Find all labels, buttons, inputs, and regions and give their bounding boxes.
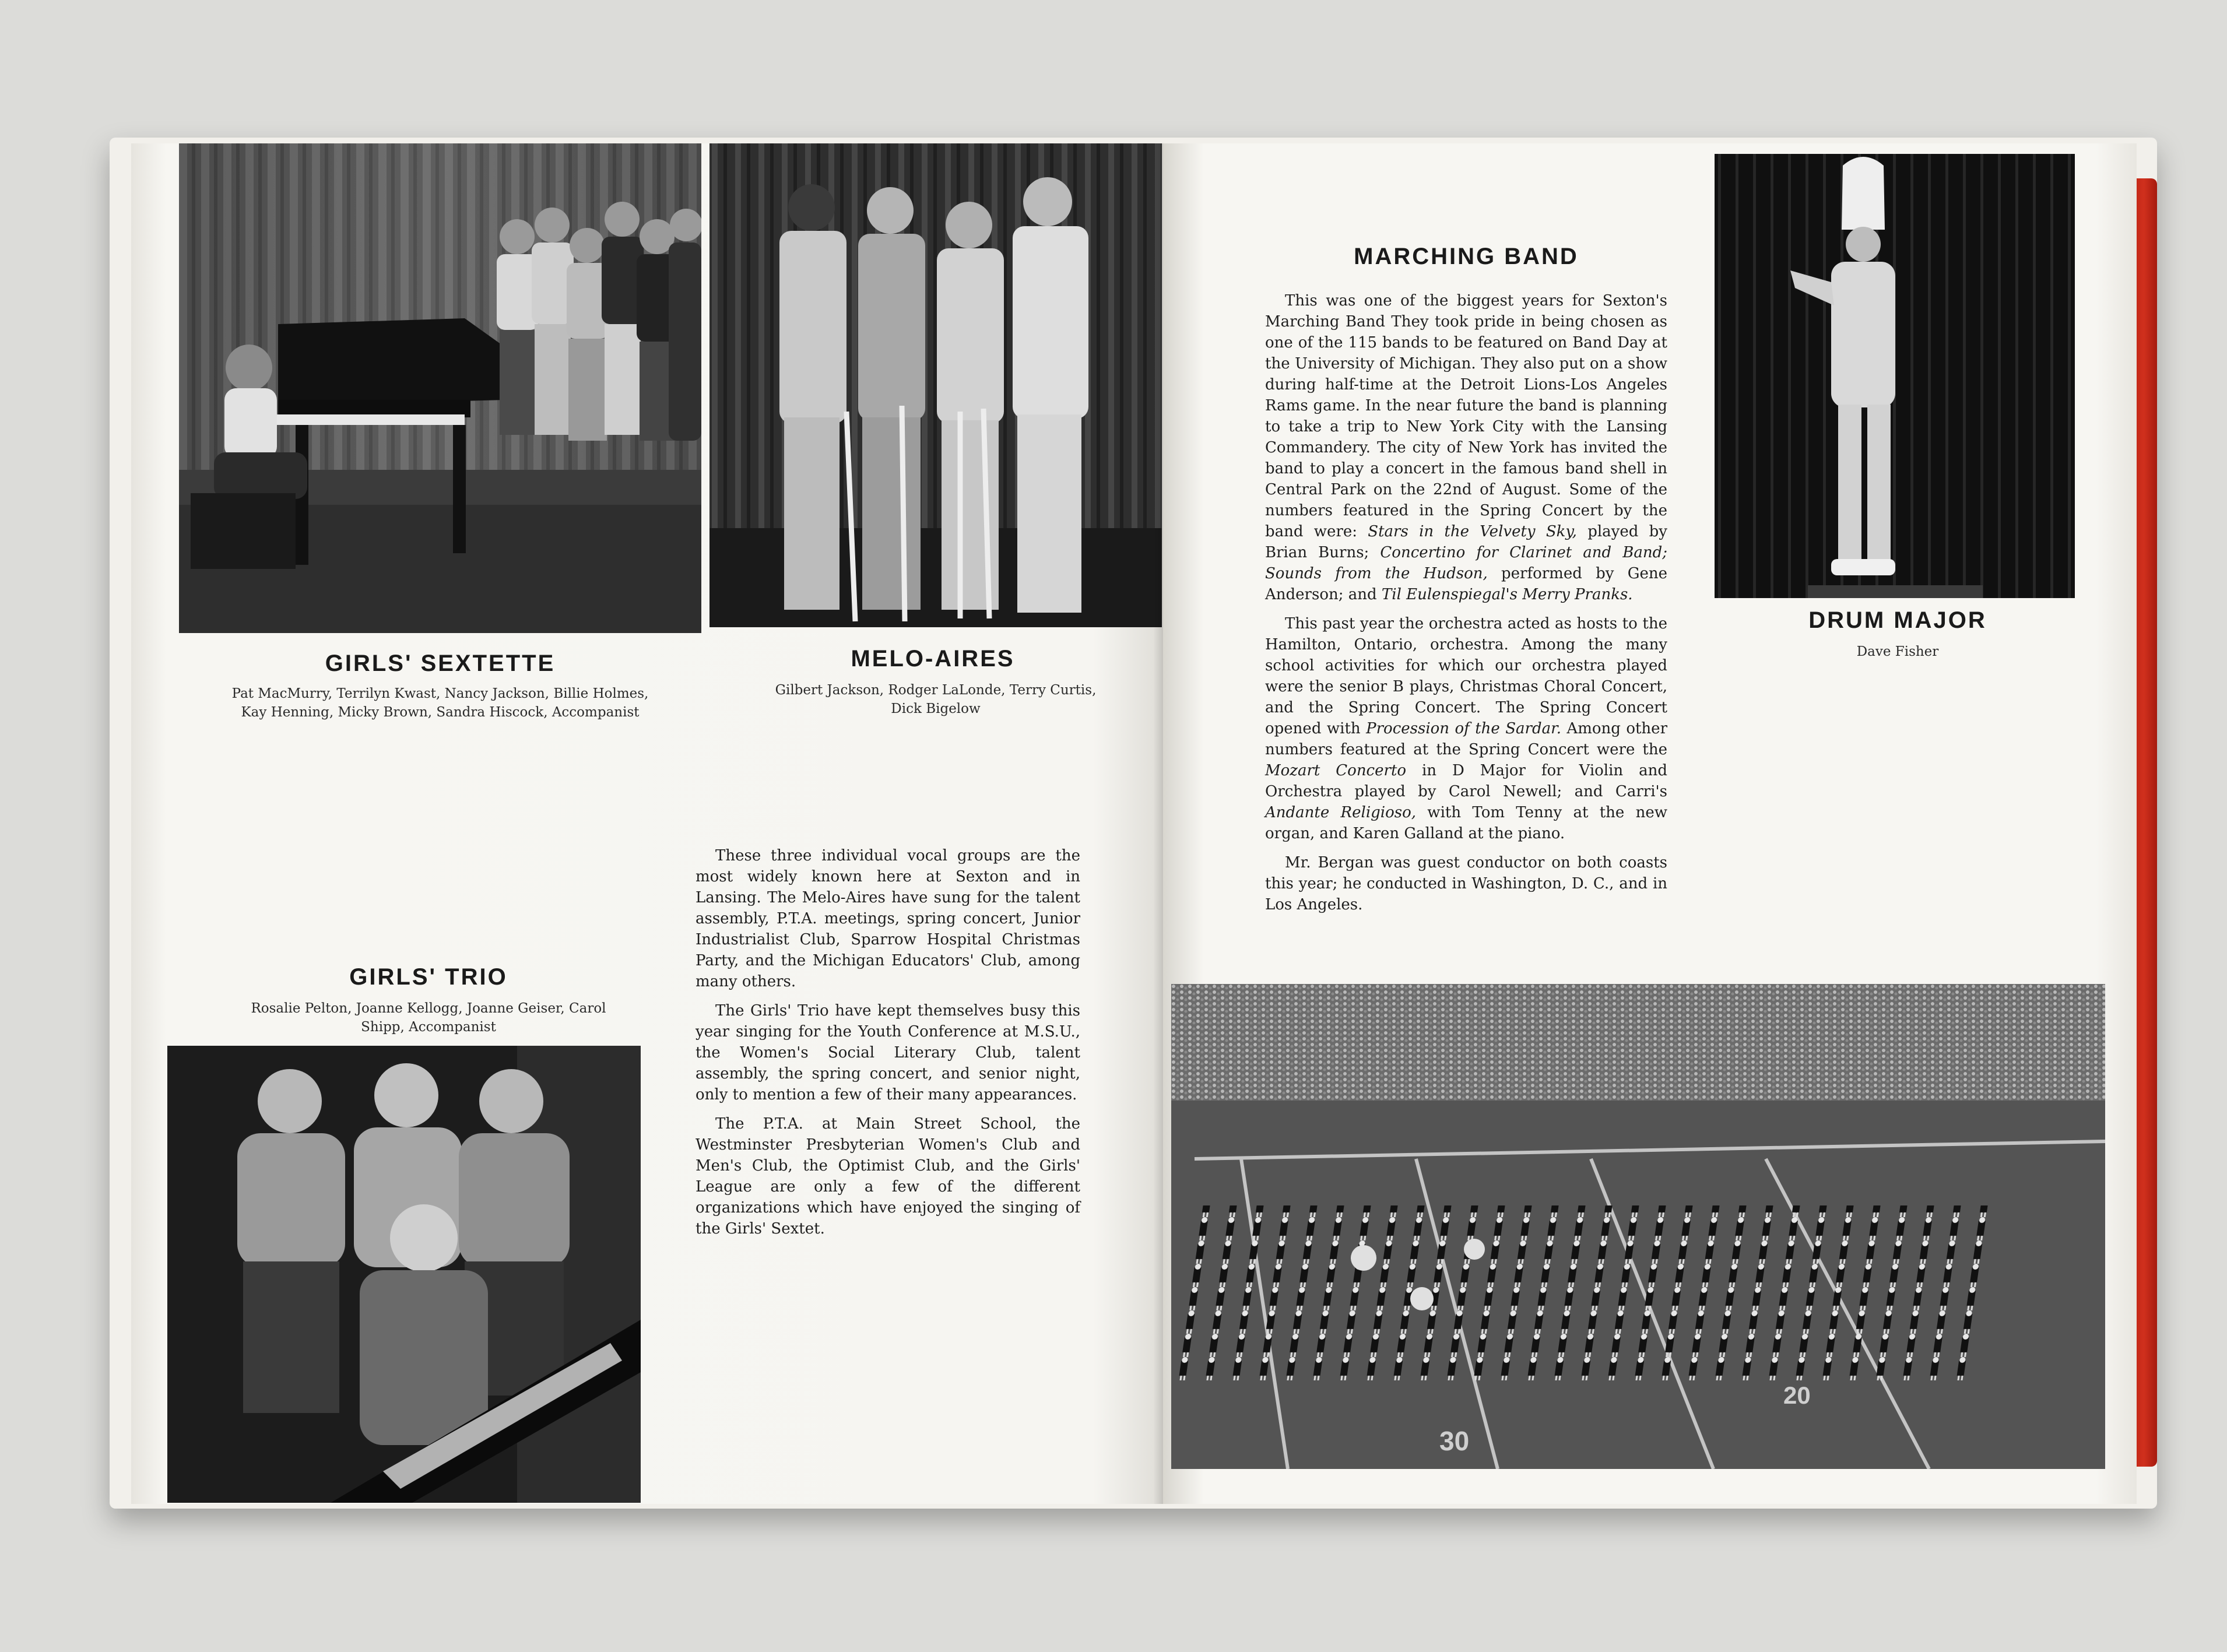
vocal-paragraph-2: The Girls' Trio have kept themselves busy this year singing for the Youth Conference at M.S.U., the Women's Social Literary Club, talent assembly, the spring concert, and senior night, only to mention a few of their many appearances. xyxy=(696,1002,1080,1103)
girls-sextette-title: GIRLS' SEXTETTE xyxy=(325,651,556,676)
drum-major-photo xyxy=(1715,154,2075,598)
band-paragraph-2: This past year the orchestra acted as hosts to the Hamilton, Ontario, orchestra. Among the many school activities for which our orchestra played were the senior B plays, Christmas Choral Concert, and the Spring Concert. The Spring Concert opened with Procession of the Sardar. Among other numbers featured at the Spring Concert were the Mozart Concerto in D Major for Violin and Orchestra played by Carol Newell; and Carri's Andante Religioso, with Tom Tenny at the new organ, and Karen Galland at the piano. xyxy=(1265,615,1667,842)
marching-band-text xyxy=(1265,290,1667,923)
band-paragraph-3: Mr. Bergan was guest conductor on both coasts this year; he conducted in Washington, D. C., and in Los Angeles. xyxy=(1265,854,1667,913)
vocal-paragraph-1: These three individual vocal groups are the most widely known here at Sexton and in Lansing. The Melo-Aires have sung for the talent assembly, P.T.A. meetings, spring concert, Junior Industrialist Club, Sparrow Hospital Christmas Party, and the Michigan Educators' Club, among many others. xyxy=(696,847,1080,990)
field-yard-number-20: 20 xyxy=(1783,1382,1811,1409)
marching-band-title: MARCHING BAND xyxy=(1354,244,1579,269)
girls-sextette-photo xyxy=(179,143,701,633)
left-page xyxy=(131,143,1169,1504)
girls-sextette-names: Pat MacMurry, Terrilyn Kwast, Nancy Jackson, Billie Holmes, Kay Henning, Micky Brown, Sandra Hiscock, Accompanist xyxy=(231,686,649,720)
melo-aires-photo xyxy=(709,143,1162,627)
vocal-paragraph-3: The P.T.A. at Main Street School, the Westminster Presbyterian Women's Club and Men's Club, the Optimist Club, and the Girls' League are only a few of the different organizations which have enjoyed the singing of the Girls' Sextet. xyxy=(696,1115,1080,1238)
melo-aires-title: MELO-AIRES xyxy=(851,646,1015,672)
girls-trio-names: Rosalie Pelton, Joanne Kellogg, Joanne Geiser, Carol Shipp, Accompanist xyxy=(251,1001,606,1035)
girls-trio-title: GIRLS' TRIO xyxy=(349,964,508,990)
marching-band-field-photo xyxy=(1171,984,2105,1469)
right-page xyxy=(1163,143,2137,1504)
field-yard-number-30: 30 xyxy=(1439,1426,1470,1456)
girls-trio-photo xyxy=(167,1046,641,1503)
band-paragraph-1: This was one of the biggest years for Sexton's Marching Band They took pride in being chosen as one of the 115 bands to be featured on Band Day at the University of Michigan. They also put on a show during half-time at the Detroit Lions-Los Angeles Rams game. In the near future the band is planning to take a trip to New York City with the Lansing Commandery. The city of New York has invited the band to play a concert in the famous band shell in Central Park on the 22nd of August. Some of the numbers featured in the Spring Concert by the band were: Stars in the Velvety Sky, played by Brian Burns; Concertino for Clarinet and Band; Sounds from the Hudson, performed by Gene Anderson; and Til Eulenspiegal's Merry Pranks. xyxy=(1265,292,1668,603)
vocal-groups-text xyxy=(696,845,1080,1247)
melo-aires-names: Gilbert Jackson, Rodger LaLonde, Terry Curtis, Dick Bigelow xyxy=(775,683,1097,716)
drum-major-name: Dave Fisher xyxy=(1856,644,1939,659)
drum-major-title: DRUM MAJOR xyxy=(1808,607,1987,633)
